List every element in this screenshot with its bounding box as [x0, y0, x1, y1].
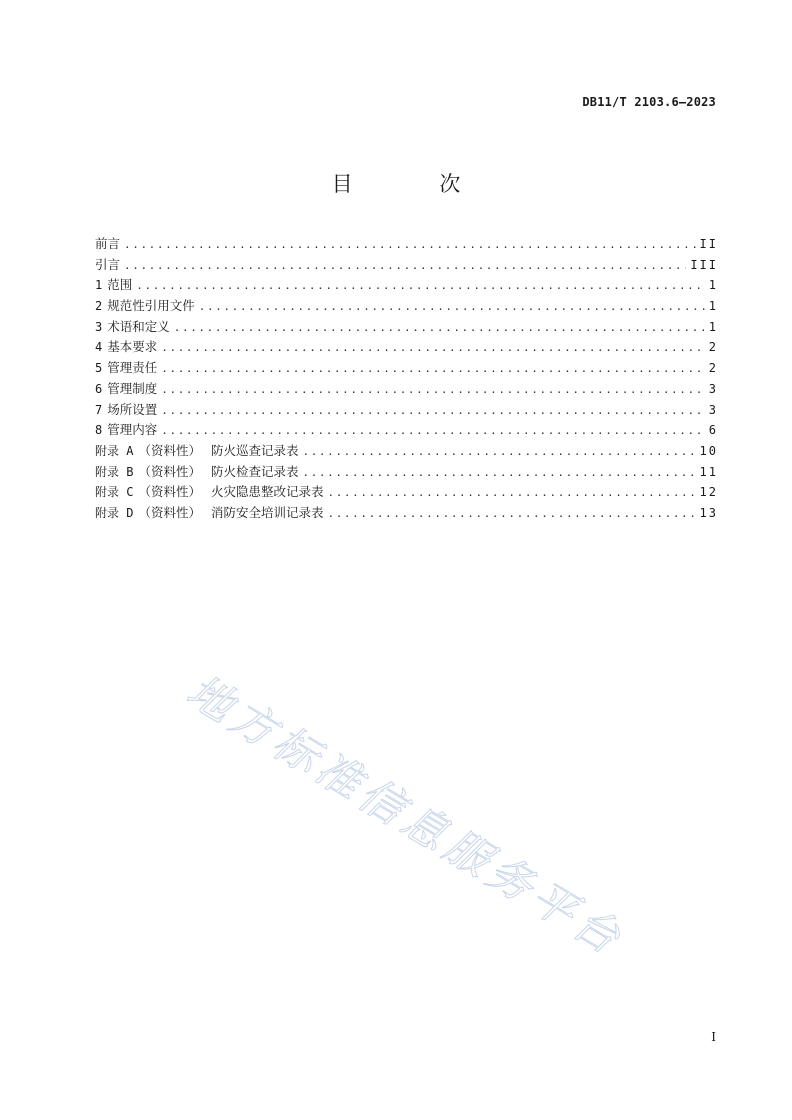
toc-entry-number: 2: [95, 299, 103, 314]
watermark: 地方标准信息服务平台: [178, 665, 633, 967]
standard-code: DB11/T 2103.6—2023: [582, 95, 716, 109]
toc-entry-appendix-d[interactable]: [95, 503, 716, 524]
page-number: I: [711, 1030, 716, 1044]
toc-entry-page: 1: [708, 319, 718, 334]
toc-appendix-nature: （资料性）: [138, 463, 201, 479]
toc-appendix-nature: （资料性）: [138, 442, 201, 458]
toc-entry-page: 1: [708, 278, 718, 293]
toc-entry-title: 范围: [107, 277, 133, 293]
toc-appendix-tag: 附录 B: [95, 464, 134, 479]
toc-entry-page: 11: [699, 464, 718, 479]
toc-leader-dots: [174, 318, 705, 339]
toc-appendix-nature: （资料性）: [138, 484, 201, 500]
toc-appendix-tag: 附录 C: [95, 485, 134, 500]
toc-entry-title: 管理责任: [107, 360, 158, 376]
toc-entry-number: 1: [95, 278, 103, 293]
toc-entry-management-responsibility[interactable]: [95, 358, 716, 379]
toc-entry-title: 规范性引用文件: [107, 298, 195, 314]
toc-entry-management-content[interactable]: [95, 420, 716, 441]
toc-entry-basic-requirements[interactable]: [95, 337, 716, 358]
table-of-contents: [95, 234, 716, 524]
toc-leader-dots: [161, 380, 705, 401]
toc-entry-number: 7: [95, 402, 103, 417]
toc-entry-title: 防火巡查记录表: [210, 442, 299, 458]
toc-entry-title: 管理内容: [107, 422, 158, 438]
toc-entry-number: 5: [95, 361, 103, 376]
toc-leader-dots: [199, 297, 705, 318]
toc-entry-foreword[interactable]: [95, 234, 716, 255]
toc-entry-terms-definitions[interactable]: [95, 317, 716, 338]
toc-entry-appendix-b[interactable]: [95, 462, 716, 483]
toc-leader-dots: [161, 421, 705, 442]
toc-leader-dots: [161, 401, 705, 422]
toc-entry-page: 12: [699, 485, 718, 500]
toc-entry-appendix-a[interactable]: [95, 441, 716, 462]
toc-entry-page: III: [690, 257, 718, 272]
toc-entry-title: 前言: [95, 236, 121, 251]
toc-title: 目 次: [331, 172, 501, 196]
toc-entry-title: 引言: [95, 256, 121, 272]
toc-entry-page: 1: [708, 299, 718, 314]
toc-entry-page: II: [699, 237, 718, 251]
toc-entry-page: 13: [699, 505, 718, 520]
toc-entry-title: 消防安全培训记录表: [210, 504, 324, 520]
toc-leader-dots: [327, 504, 695, 525]
toc-entry-title: 场所设置: [107, 401, 158, 417]
toc-entry-title: 防火检查记录表: [210, 463, 299, 479]
toc-entry-appendix-c[interactable]: [95, 482, 716, 503]
toc-entry-page: 6: [708, 423, 718, 438]
toc-entry-introduction[interactable]: [95, 255, 716, 276]
toc-entry-number: 3: [95, 319, 103, 334]
toc-entry-management-system[interactable]: [95, 379, 716, 400]
toc-leader-dots: [161, 338, 705, 359]
toc-entry-title: 火灾隐患整改记录表: [210, 484, 324, 500]
toc-entry-page: 2: [708, 361, 718, 376]
toc-entry-number: 4: [95, 340, 103, 355]
toc-entry-number: 6: [95, 381, 103, 396]
toc-leader-dots: [327, 483, 695, 504]
toc-entry-page: 2: [708, 340, 718, 355]
toc-entry-page: 3: [708, 402, 718, 417]
toc-appendix-tag: 附录 D: [95, 505, 134, 520]
toc-leader-dots: [161, 359, 705, 380]
toc-entry-title: 基本要求: [107, 339, 158, 355]
toc-entry-normative-references[interactable]: [95, 296, 716, 317]
toc-leader-dots: [136, 276, 705, 297]
toc-entry-title: 术语和定义: [107, 318, 170, 334]
toc-entry-page: 10: [699, 443, 718, 458]
toc-leader-dots: [302, 442, 695, 463]
toc-entry-number: 8: [95, 423, 103, 438]
toc-entry-site-setup[interactable]: [95, 400, 716, 421]
toc-leader-dots: [124, 235, 696, 256]
toc-leader-dots: [124, 256, 686, 277]
toc-appendix-tag: 附录 A: [95, 443, 134, 458]
toc-entry-title: 管理制度: [107, 380, 158, 396]
toc-entry-page: 3: [708, 381, 718, 396]
toc-entry-scope[interactable]: [95, 275, 716, 296]
toc-leader-dots: [302, 463, 695, 484]
toc-appendix-nature: （资料性）: [138, 504, 201, 520]
